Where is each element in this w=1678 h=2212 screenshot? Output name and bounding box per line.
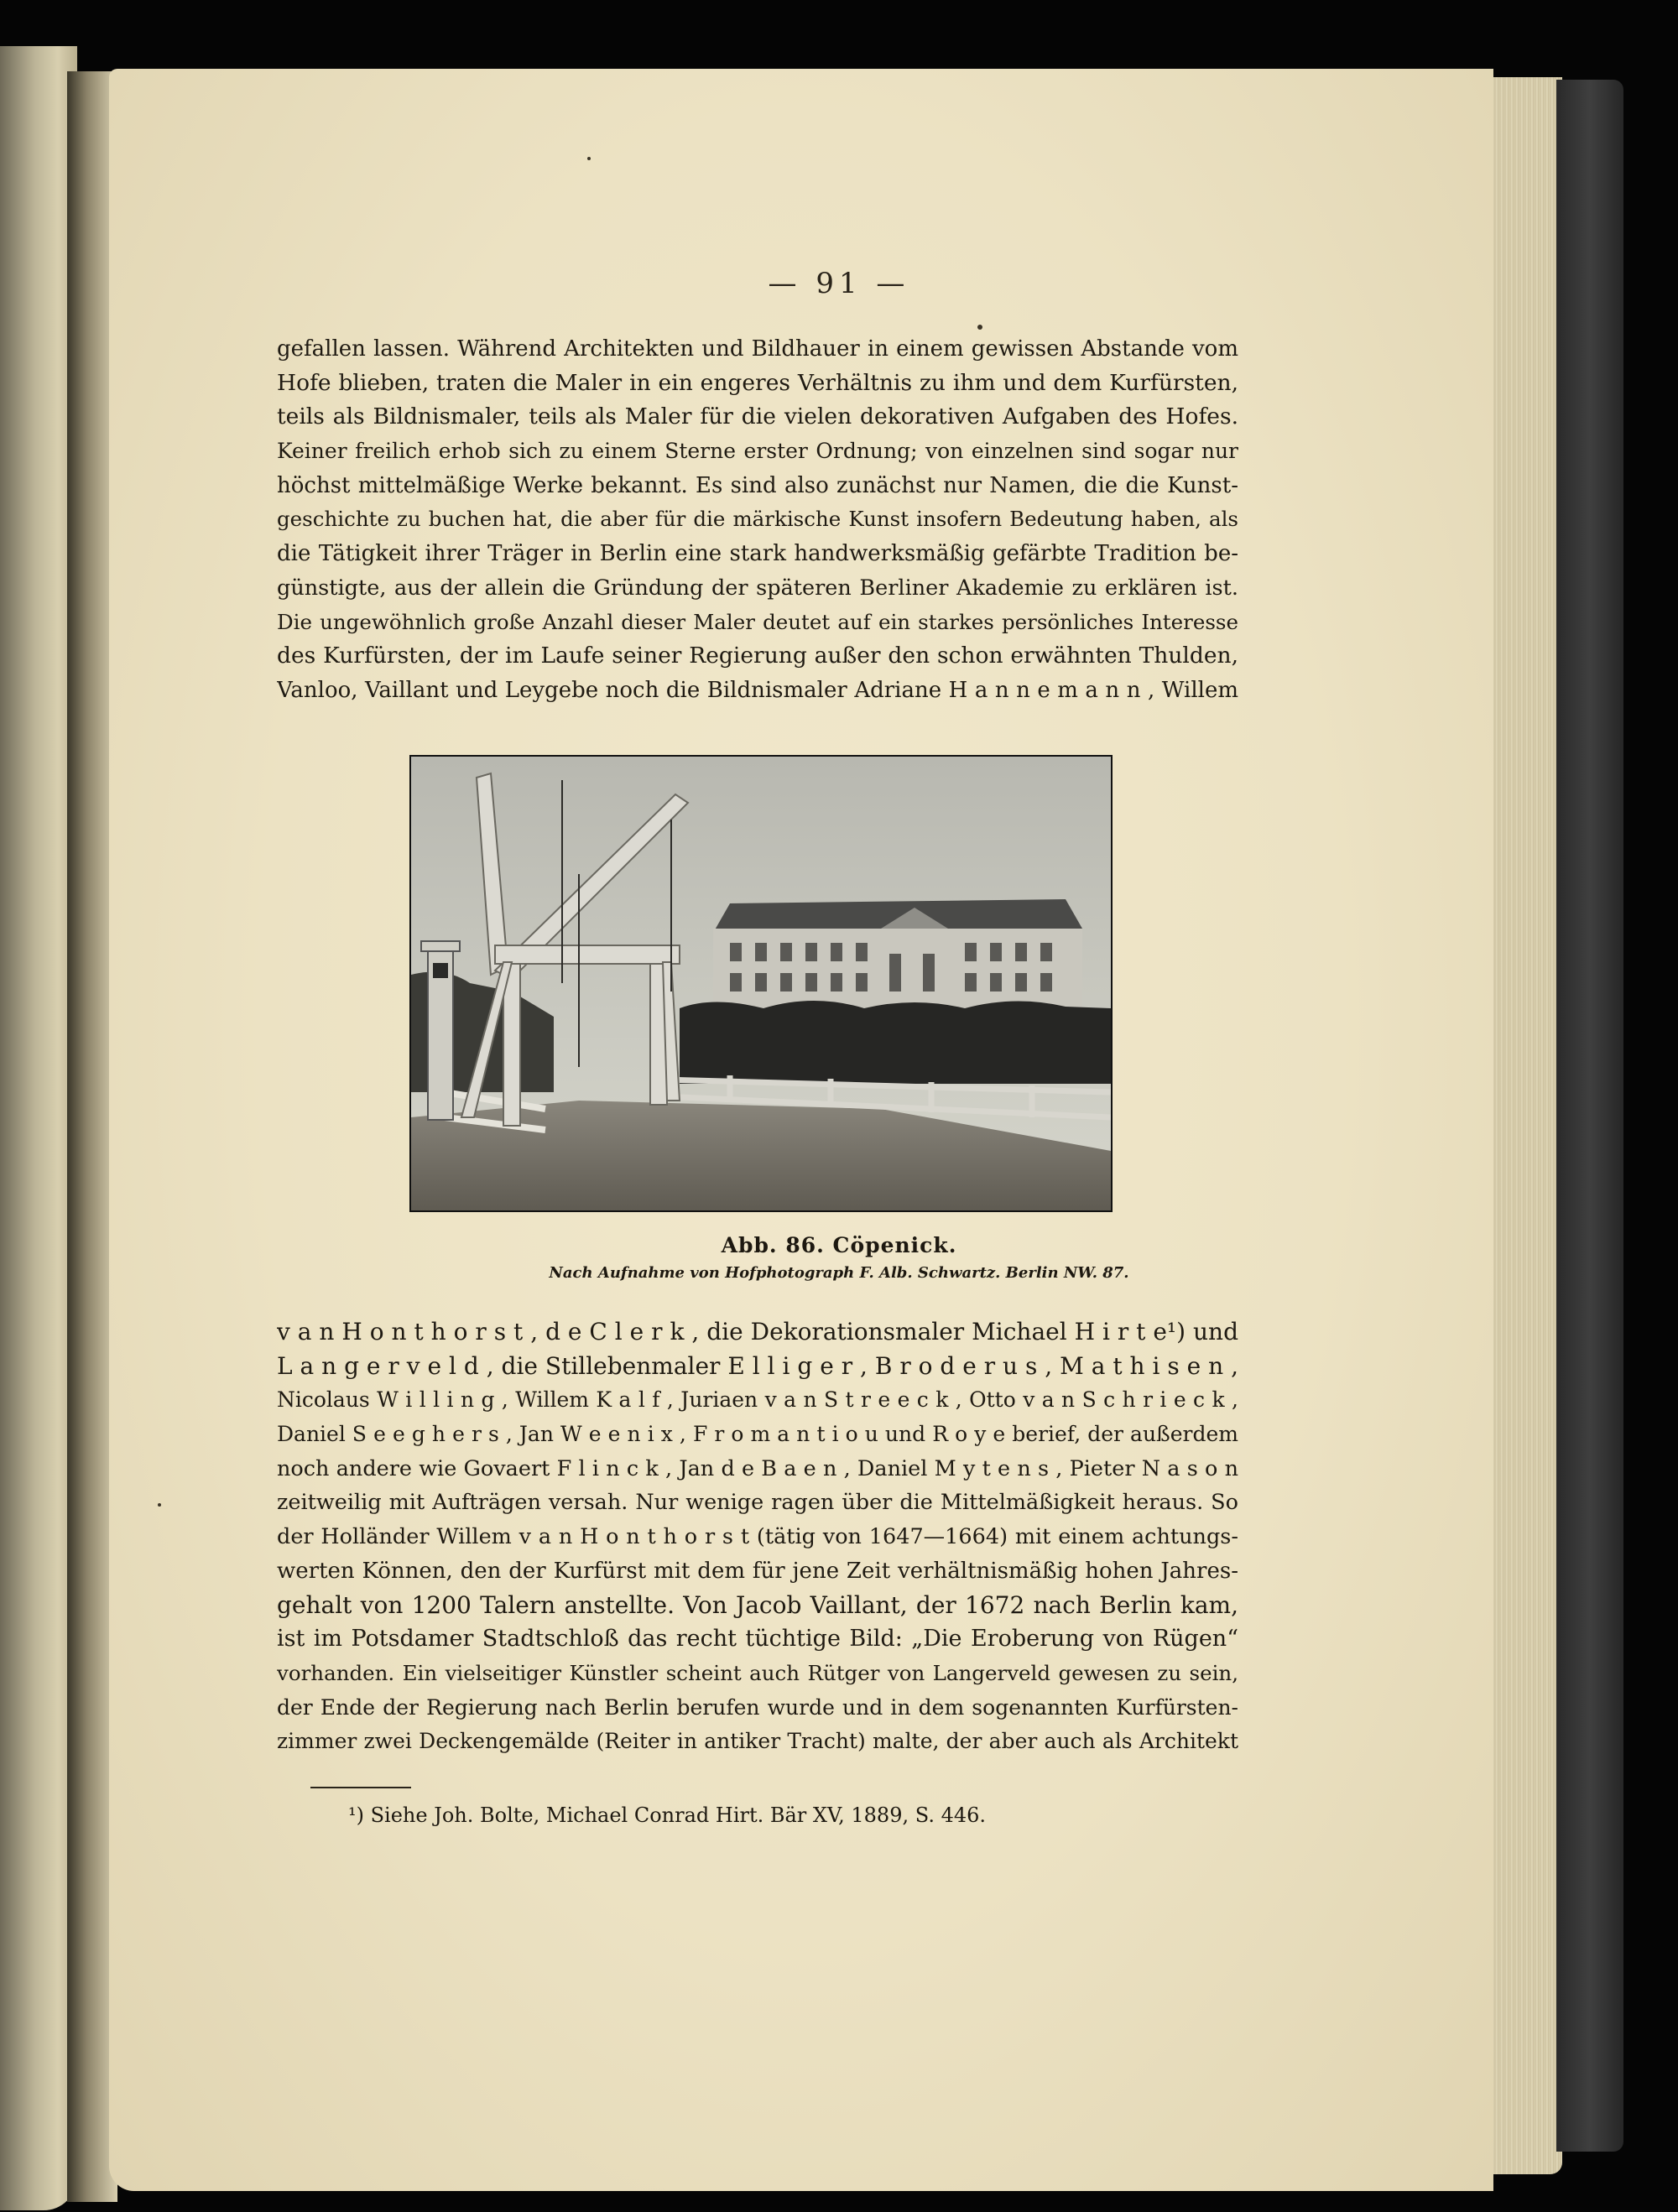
page-number: — 91 — (768, 267, 910, 300)
text-line: höchst mittelmäßige Werke bekannt. Es sind also zunächst nur Namen, die die Kunst- (277, 472, 1238, 498)
text-line: L a n g e r v e l d , die Stillebenmaler E l l i g e r , B r o d e r u s , M a t h i s e n , (277, 1351, 1238, 1380)
figure-photo-coepenick-bridge (409, 755, 1113, 1212)
text-line: Daniel S e e g h e r s , Jan W e e n i x , F r o m a n t i o u und R o y e berief, der außerdem (277, 1422, 1238, 1447)
text-line: günstigte, aus der allein die Gründung der späteren Berliner Akademie zu erklären ist. (277, 575, 1238, 601)
text-line: teils als Bildnismaler, teils als Maler für die vielen dekorativen Aufgaben des Hofes. (277, 403, 1238, 430)
text-line: v a n H o n t h o r s t , d e C l e r k , die Dekorationsmaler Michael H i r t e¹) und (277, 1318, 1238, 1345)
text-line: vorhanden. Ein vielseitiger Künstler scheint auch Rütger von Langerveld gewesen zu sein, (277, 1660, 1238, 1685)
text-line: Nicolaus W i l l i n g , Willem K a l f , Juriaen v a n S t r e e c k , Otto v a n S c h r i e c k , (277, 1387, 1238, 1413)
text-line: werten Können, den der Kurfürst mit dem für jene Zeit verhältnismäßig hohen Jahres- (277, 1558, 1238, 1584)
text-line: ist im Potsdamer Stadtschloß das recht tüchtige Bild: „Die Eroberung von Rügen“ (277, 1626, 1238, 1652)
text-line: Hofe blieben, traten die Maler in ein engeres Verhältnis zu ihm und dem Kurfürsten, (277, 369, 1238, 396)
text-line: Keiner freilich erhob sich zu einem Sterne erster Ordnung; von einzelnen sind sogar nur (277, 439, 1238, 464)
text-line: gefallen lassen. Während Architekten und Bildhauer in einem gewissen Abstande vom (277, 336, 1238, 362)
figure-caption-title: Abb. 86. Cöpenick. (721, 1233, 957, 1257)
text-line: noch andere wie Govaert F l i n c k , Jan d e B a e n , Daniel M y t e n s , Pieter N a s o n (277, 1455, 1238, 1481)
paper-speck (587, 157, 591, 160)
text-line: zimmer zwei Deckengemälde (Reiter in antiker Tracht) malte, der aber auch als Architekt (277, 1729, 1238, 1754)
palace-building (713, 899, 1082, 1008)
text-line: der Ende der Regierung nach Berlin berufen wurde und in dem sogenannten Kurfürsten- (277, 1694, 1238, 1720)
text-line: die Tätigkeit ihrer Träger in Berlin eine stark handwerksmäßig gefärbte Tradition be- (277, 541, 1238, 567)
text-line: geschichte zu buchen hat, die aber für die märkische Kunst insofern Bedeutung haben, als (277, 507, 1238, 532)
text-line: gehalt von 1200 Talern anstellte. Von Jacob Vaillant, der 1672 nach Berlin kam, (277, 1590, 1238, 1619)
paper-speck (977, 325, 982, 330)
paragraph-top (277, 332, 1238, 708)
text-line: des Kurfürsten, der im Laufe seiner Regierung außer den schon erwähnten Thulden, (277, 643, 1238, 669)
text-line: zeitweilig mit Aufträgen versah. Nur wenige ragen über die Mittelmäßigkeit heraus. So (277, 1490, 1238, 1516)
text-line: der Holländer Willem v a n H o n t h o r s t (tätig von 1647—1664) mit einem achtungs- (277, 1524, 1238, 1550)
paragraph-bottom (277, 1315, 1238, 1759)
paper-speck (158, 1503, 161, 1507)
text-line: Die ungewöhnlich große Anzahl dieser Maler deutet auf ein starkes persönliches Interesse (277, 609, 1238, 634)
left-page-edge (0, 46, 77, 2210)
figure-caption-credit: Nach Aufnahme von Hofphotograph F. Alb. Schwartz. Berlin NW. 87. (549, 1264, 1129, 1282)
photo-illustration (411, 757, 1111, 1210)
footnote: ¹) Siehe Joh. Bolte, Michael Conrad Hirt. Bär XV, 1889, S. 446. (348, 1803, 987, 1827)
footnote-divider (310, 1787, 411, 1788)
text-line: Vanloo, Vaillant und Leygebe noch die Bildnismaler Adriane H a n n e m a n n , Willem (277, 677, 1238, 703)
book-cover (1556, 80, 1623, 2152)
